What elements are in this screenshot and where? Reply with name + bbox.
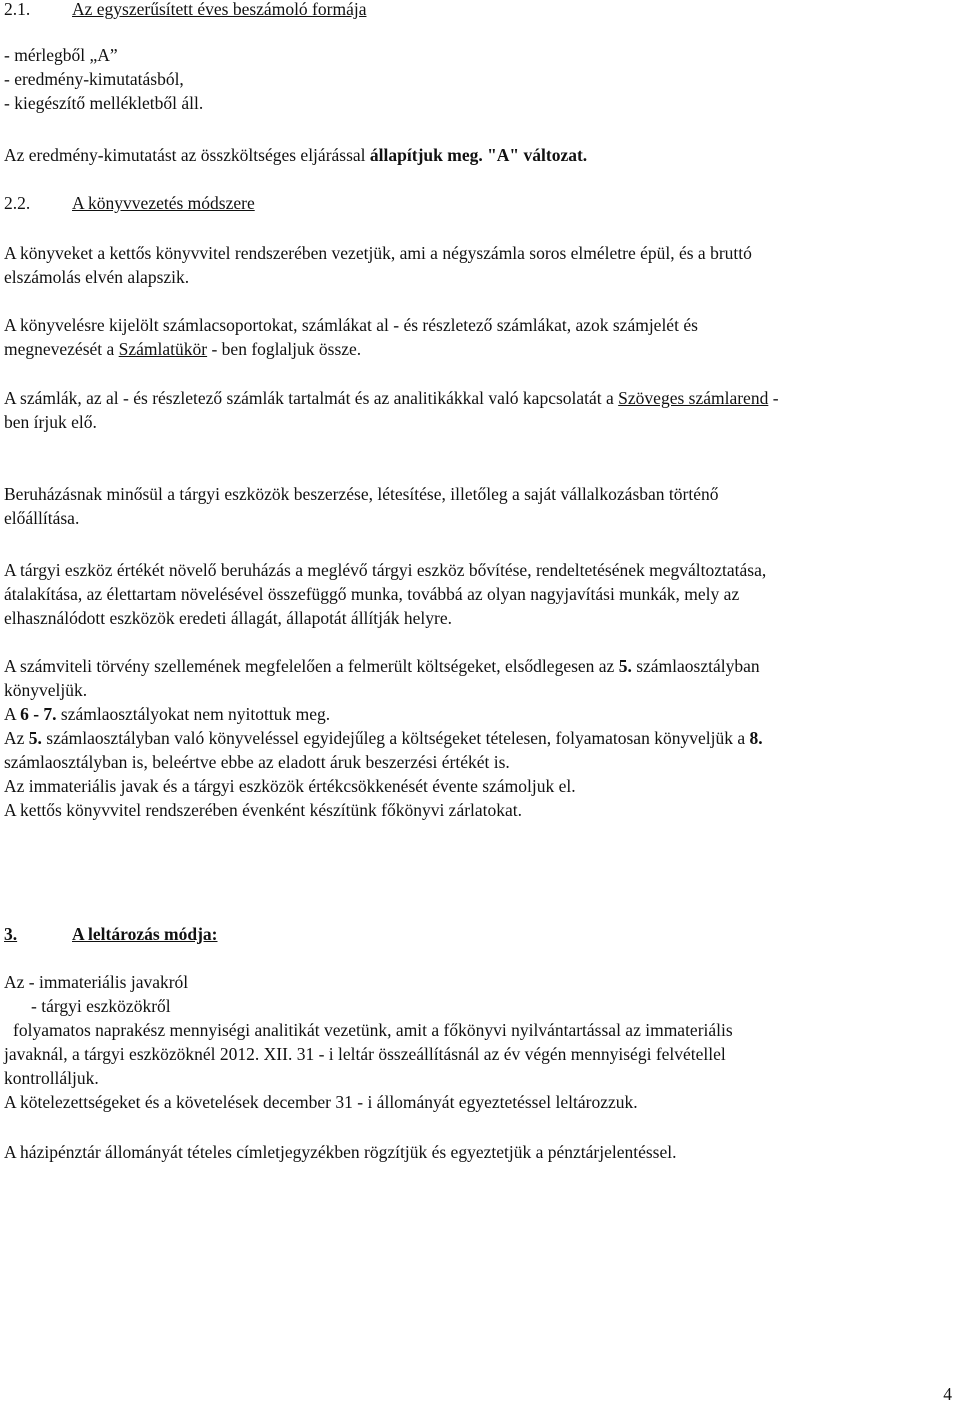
text-line: javaknál, a tárgyi eszközöknél 2012. XII. 31 - i leltár összeállításnál az év végén mennyiségi felvétellel xyxy=(4,1044,726,1064)
bookkeeping-paragraph xyxy=(4,241,940,289)
text: A számviteli törvény szellemének megfelelően a felmerült költségeket, elsődlegesen az xyxy=(4,656,619,676)
bold-text: 5. xyxy=(28,728,42,748)
text-line: előállítása. xyxy=(4,508,80,528)
tangible-assets-paragraph xyxy=(4,558,940,630)
list-item: - mérlegből „A” xyxy=(4,45,118,65)
cash-register-paragraph: A házipénztár állományát tételes címletjegyzékben rögzítjük és egyeztetjük a pénztárjelentéssel. xyxy=(4,1142,677,1162)
text-line: elhasználódott eszközök eredeti állagát, állapotát állítják helyre. xyxy=(4,608,453,628)
text: Az xyxy=(4,728,29,748)
section-2-1-heading xyxy=(4,0,940,21)
text-line: A tárgyi eszköz értékét növelő beruházás a meglévő tárgyi eszköz bővítése, rendeltetésének megváltoztatása, xyxy=(4,560,767,580)
bold-text: állapítjuk meg. "A" változat. xyxy=(369,145,588,165)
page-number: 4 xyxy=(943,1384,952,1404)
income-statement-paragraph xyxy=(4,143,940,167)
text: - ben foglaljuk össze. xyxy=(207,339,362,359)
text-line: A kettős könyvvitel rendszerében évenként készítünk főkönyvi zárlatokat. xyxy=(4,800,523,820)
text-line xyxy=(4,702,940,726)
text: - xyxy=(768,388,779,408)
text-line: A könyveket a kettős könyvvitel rendszerében vezetjük, ami a négyszámla soros elméletre épül, és a bruttó xyxy=(4,243,752,263)
underlined-term: Szöveges számlarend xyxy=(618,388,769,408)
text-line: könyveljük. xyxy=(4,680,88,700)
bold-text: 6 - 7. xyxy=(20,704,57,724)
text: számlaosztályban xyxy=(631,656,760,676)
text: A számlák, az al - és részletező számlák tartalmát és az analitikákkal való kapcsolatát a xyxy=(4,388,619,408)
text: A xyxy=(4,704,21,724)
text-line: számlaosztályban is, beleértve ebbe az eladott áruk beszerzési értékét is. xyxy=(4,752,510,772)
text-line: A kötelezettségeket és a követelések december 31 - i állományát egyeztetéssel leltározzuk. xyxy=(4,1092,638,1112)
text-line: - tárgyi eszközökről xyxy=(31,996,171,1016)
section-title: A leltározás módja: xyxy=(72,924,218,944)
section-3-heading xyxy=(4,922,940,946)
report-parts-list xyxy=(4,43,940,115)
bold-text: 5. xyxy=(618,656,632,676)
text-line: Beruházásnak minősül a tárgyi eszközök beszerzése, létesítése, illetőleg a saját vállalkozásban történő xyxy=(4,484,719,504)
text: számlaosztályokat nem nyitottuk meg. xyxy=(56,704,331,724)
underlined-term: Számlatükör xyxy=(118,339,208,359)
text-line xyxy=(4,386,940,410)
text-line: folyamatos naprakész mennyiségi analitikát vezetünk, amit a főkönyvi nyilvántartással az immateriális xyxy=(13,1020,733,1040)
bold-text: 8. xyxy=(749,728,763,748)
text-line xyxy=(4,726,940,750)
text-line: A könyvelésre kijelölt számlacsoportokat, számlákat al - és részletező számlákat, azok számjelét és xyxy=(4,315,698,335)
text-line: elszámolás elvén alapszik. xyxy=(4,267,190,287)
inventory-paragraph xyxy=(4,970,940,1114)
text-line xyxy=(4,654,940,678)
accounting-paragraph xyxy=(4,654,940,822)
text-line: átalakítása, az élettartam növelésével összefüggő munka, továbbá az olyan nagyjavítási munkák, mely az xyxy=(4,584,740,604)
section-number: 2.1. xyxy=(4,0,31,19)
text-line: Az - immateriális javakról xyxy=(4,972,189,992)
section-number: 2.2. xyxy=(4,193,31,213)
list-item: - kiegészítő mellékletből áll. xyxy=(4,93,204,113)
text: Az eredmény-kimutatást az összköltséges eljárással xyxy=(4,145,370,165)
text: megnevezését a xyxy=(4,339,119,359)
account-contents-paragraph xyxy=(4,386,940,434)
list-item: - eredmény-kimutatásból, xyxy=(4,69,184,89)
text-line xyxy=(4,337,940,361)
text-line: kontrolláljuk. xyxy=(4,1068,99,1088)
text: számlaosztályban való könyveléssel egyidejűleg a költségeket tételesen, folyamatosan könyveljük a xyxy=(41,728,750,748)
investment-paragraph xyxy=(4,482,940,530)
chart-of-accounts-paragraph xyxy=(4,313,940,361)
section-2-2-heading xyxy=(4,191,940,215)
text-line: ben írjuk elő. xyxy=(4,412,97,432)
text-line: Az immateriális javak és a tárgyi eszközök értékcsökkenését évente számoljuk el. xyxy=(4,776,576,796)
section-title: A könyvvezetés módszere xyxy=(72,193,255,213)
section-title: Az egyszerűsített éves beszámoló formája xyxy=(72,0,367,19)
section-number: 3. xyxy=(4,924,18,944)
